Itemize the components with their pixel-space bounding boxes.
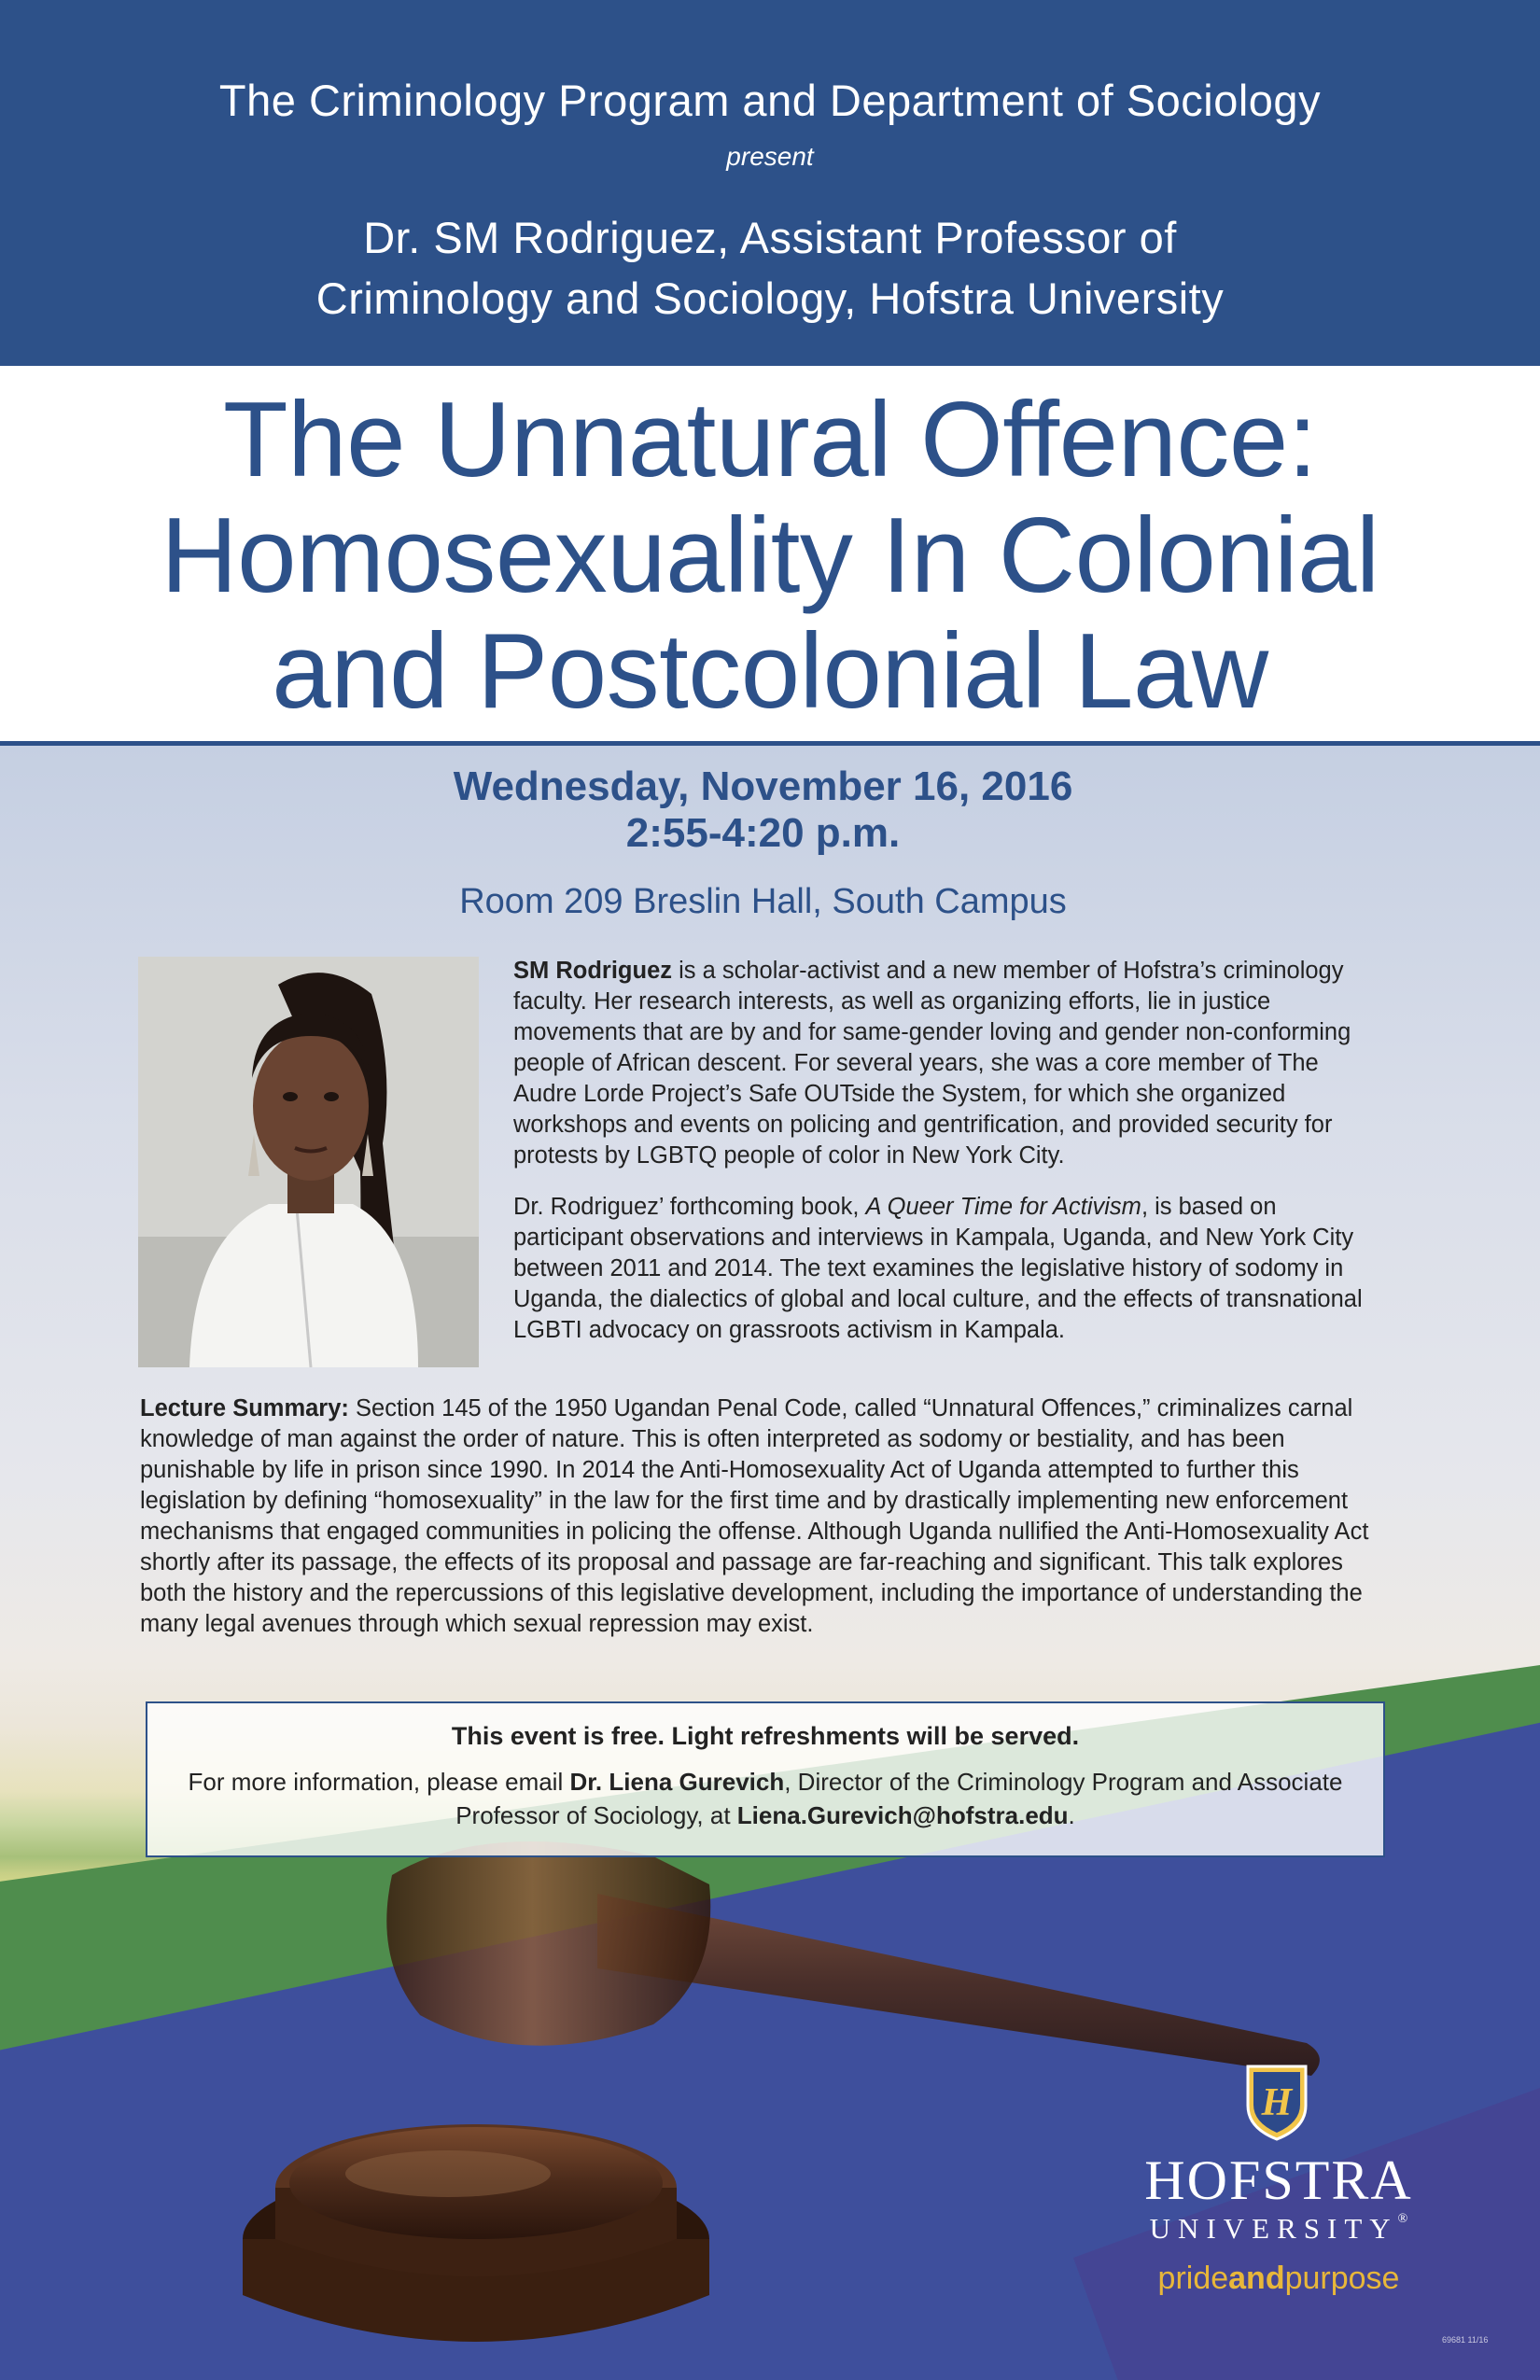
bio-text-2-start: Dr. Rodriguez’ forthcoming book, [513, 1194, 866, 1220]
tagline-pride: pride [1157, 2261, 1229, 2296]
event-date-time [0, 763, 1526, 857]
presenters-line: The Criminology Program and Department of Sociology [218, 76, 1322, 125]
book-title: A Queer Time for Activism [865, 1194, 1141, 1220]
speaker-name: SM Rodriguez [513, 958, 672, 984]
contact-prefix: For more information, please email [188, 1768, 570, 1796]
tagline-and: and [1228, 2261, 1285, 2296]
header-band [0, 0, 1540, 366]
contact-end: . [1068, 1801, 1075, 1829]
title-line-2: Homosexuality In Colonial [161, 497, 1379, 615]
lecture-title [0, 383, 1540, 730]
contact-middle: , Director of the Criminology Program and Associate Professor of Sociology, at [455, 1768, 1343, 1829]
bio-text-2-rest: , is based on participant observations and interviews in Kampala, Uganda, and New York City between 2011 and 2014. The text examines the legislative history of sodomy in Uganda, the dialectics of global and local culture, and the effects of transnational LGBTI advocacy on grassroots activism in Kampala. [513, 1194, 1363, 1343]
summary-text: Section 145 of the 1950 Ugandan Penal Code, called “Unnatural Offences,” criminalizes carnal knowledge of man against the order of nature. This is often interpreted as sodomy or bestiality, and has been punishable by life in prison since 1990. In 2014 the Anti-Homosexuality Act of Uganda attempted to further this legislation by defining “homosexuality” in the law for the first time and by drastically implementing new enforcement mechanisms that engaged communities in policing the offense. Although Uganda nullified the Anti-Homosexuality Act shortly after its passage, the effects of its proposal and passage are far-reaching and significant. This talk explores both the history and the repercussions of this legislative development, including the importance of understanding the many legal avenues through which sexual repression may exist. [140, 1395, 1369, 1637]
present-word: present [726, 142, 814, 171]
hofstra-shield-logo [1244, 2063, 1309, 2141]
speaker-photo [138, 957, 479, 1367]
job-code: 69681 11/16 [1442, 2335, 1489, 2345]
lecture-summary [140, 1393, 1386, 1640]
contact-email[interactable]: Liena.Gurevich@hofstra.edu [736, 1801, 1069, 1829]
event-date: Wednesday, November 16, 2016 [453, 763, 1073, 809]
title-area [0, 366, 1540, 741]
bio-text-1: is a scholar-activist and a new member of Hofstra’s criminology faculty. Her research interests, as well as organizing efforts, lie in justice movements that are by and for same-gender loving and gender non-conforming people of African descent. For several years, she was a core member of The Audre Lorde Project’s Safe OUTside the System, for which she organized workshops and events on policing and gentrification, and provided security for protests by LGBTQ people of color in New York City. [513, 958, 1351, 1169]
info-box [146, 1701, 1385, 1857]
speaker-credit [0, 207, 1540, 329]
tagline-purpose: purpose [1284, 2261, 1400, 2296]
title-line-3: and Postcolonial Law [272, 612, 1268, 731]
hofstra-wordmark: HOFSTRA [1144, 2149, 1413, 2211]
bio-paragraph-2 [513, 1192, 1386, 1346]
portrait-illustration [138, 957, 479, 1367]
registered-mark: ® [1397, 2212, 1408, 2226]
tagline [1111, 2261, 1447, 2297]
event-time: 2:55-4:20 p.m. [625, 810, 901, 856]
contact-name: Dr. Liena Gurevich [569, 1768, 785, 1796]
bio-paragraph-1 [513, 956, 1386, 1171]
summary-label: Lecture Summary: [140, 1395, 349, 1421]
speaker-line-1: Dr. SM Rodriguez, Assistant Professor of [363, 213, 1177, 262]
speaker-line-2: Criminology and Sociology, Hofstra University [315, 273, 1225, 323]
event-location: Room 209 Breslin Hall, South Campus [459, 882, 1067, 921]
title-line-1: The Unnatural Offence: [223, 381, 1317, 499]
shield-letter: H [1261, 2081, 1293, 2124]
university-text: UNIVERSITY [1149, 2212, 1398, 2245]
free-event-notice: This event is free. Light refreshments will be served. [451, 1722, 1080, 1750]
university-wordmark [1111, 2212, 1447, 2246]
contact-info [185, 1765, 1346, 1832]
